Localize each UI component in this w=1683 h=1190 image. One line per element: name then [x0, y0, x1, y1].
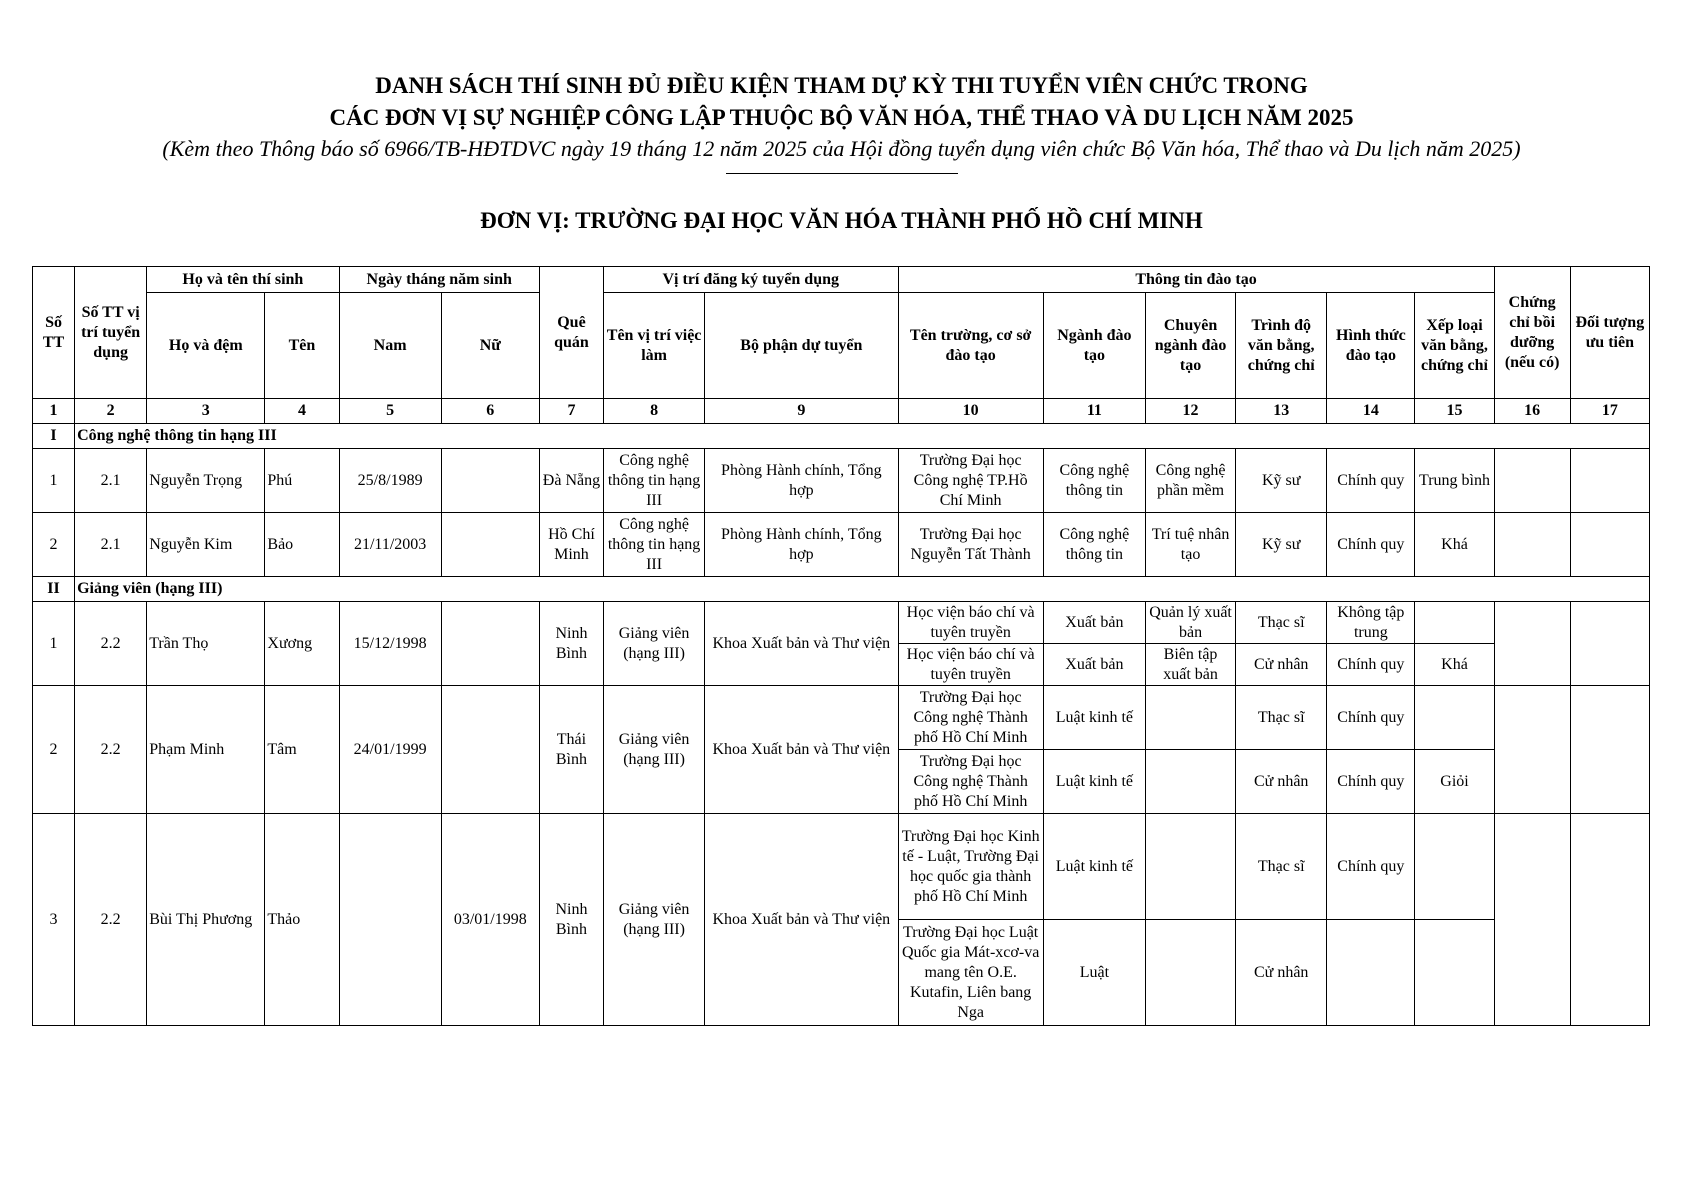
cell-ten-vitri: Giảng viên (hạng III): [604, 602, 705, 686]
section-name: Giảng viên (hạng III): [75, 577, 1650, 602]
cell-ho-dem: Nguyễn Kim: [147, 513, 265, 577]
cell-doi-tuong: [1570, 686, 1649, 814]
col-num: 7: [539, 399, 603, 424]
cell-trinh-do: Thạc sĩ: [1236, 602, 1327, 644]
cell-xep-loai: [1415, 814, 1494, 920]
table-row: [33, 602, 1650, 644]
cell-ho-dem: Trần Thọ: [147, 602, 265, 686]
cell-ten: Thảo: [265, 814, 339, 1026]
header-hoten-group: Họ và tên thí sinh: [147, 267, 339, 293]
cell-trinh-do: Kỹ sư: [1236, 513, 1327, 577]
cell-truong: Trường Đại học Kinh tế - Luật, Trường Đại học quốc gia thành phố Hồ Chí Minh: [898, 814, 1043, 920]
cell-bo-phan: Khoa Xuất bản và Thư viện: [705, 814, 898, 1026]
header-xep-loai: Xếp loại văn bằng, chứng chỉ: [1415, 293, 1494, 399]
header-trinh-do: Trình độ văn bằng, chứng chỉ: [1236, 293, 1327, 399]
header-doi-tuong: Đối tượng ưu tiên: [1570, 267, 1649, 399]
cell-nu: 03/01/1998: [441, 814, 539, 1026]
cell-ho-dem: Nguyễn Trọng: [147, 449, 265, 513]
cell-ten-vitri: Công nghệ thông tin hạng III: [604, 449, 705, 513]
cell-doi-tuong: [1570, 513, 1649, 577]
header-ten: Tên: [265, 293, 339, 399]
section-roman: II: [33, 577, 75, 602]
cell-hinh-thuc: Chính quy: [1327, 644, 1415, 686]
subtitle: (Kèm theo Thông báo số 6966/TB-HĐTDVC ngày 19 tháng 12 năm 2025 của Hội đồng tuyển dụng viên chức Bộ Văn hóa, Thể thao và Du lịch năm 2025): [162, 136, 1521, 161]
cell-bo-phan: Phòng Hành chính, Tổng hợp: [705, 513, 898, 577]
col-num: 6: [441, 399, 539, 424]
cell-vitri: 2.2: [75, 814, 147, 1026]
cell-ten-vitri: Giảng viên (hạng III): [604, 686, 705, 814]
header-nganh: Ngành đào tạo: [1043, 293, 1145, 399]
cell-bo-phan: Khoa Xuất bản và Thư viện: [705, 686, 898, 814]
cell-nam: 24/01/1999: [339, 686, 441, 814]
cell-nu: [441, 449, 539, 513]
cell-chuyen-nganh: [1145, 686, 1235, 750]
col-num: 12: [1145, 399, 1235, 424]
cell-chung-chi: [1494, 686, 1570, 814]
cell-xep-loai: Trung bình: [1415, 449, 1494, 513]
cell-nganh: Luật kinh tế: [1043, 814, 1145, 920]
cell-doi-tuong: [1570, 602, 1649, 686]
cell-truong: Trường Đại học Công nghệ Thành phố Hồ Chí Minh: [898, 686, 1043, 750]
cell-xep-loai: Khá: [1415, 644, 1494, 686]
cell-hinh-thuc: Chính quy: [1327, 449, 1415, 513]
unit-title: ĐƠN VỊ: TRƯỜNG ĐẠI HỌC VĂN HÓA THÀNH PHỐ HỒ CHÍ MINH: [480, 208, 1203, 233]
col-num: 1: [33, 399, 75, 424]
section-roman: I: [33, 424, 75, 449]
cell-xep-loai: [1415, 602, 1494, 644]
divider: [726, 173, 958, 174]
header-vitri-group: Vị trí đăng ký tuyển dụng: [604, 267, 899, 293]
section-row: [33, 577, 1650, 602]
cell-hinh-thuc: Không tập trung: [1327, 602, 1415, 644]
cell-ho-dem: Phạm Minh: [147, 686, 265, 814]
cell-stt: 3: [33, 814, 75, 1026]
cell-chuyen-nganh: Quản lý xuất bản: [1145, 602, 1235, 644]
col-num: 5: [339, 399, 441, 424]
header-stt: Số TT: [33, 267, 75, 399]
col-num: 8: [604, 399, 705, 424]
cell-xep-loai: Giỏi: [1415, 750, 1494, 814]
cell-que: Hồ Chí Minh: [539, 513, 603, 577]
col-num: 4: [265, 399, 339, 424]
header-stt-vitri: Số TT vị trí tuyển dụng: [75, 267, 147, 399]
cell-que: Ninh Bình: [539, 602, 603, 686]
cell-ten-vitri: Công nghệ thông tin hạng III: [604, 513, 705, 577]
cell-que: Thái Bình: [539, 686, 603, 814]
section-name: Công nghệ thông tin hạng III: [75, 424, 1650, 449]
cell-ho-dem: Bùi Thị Phương: [147, 814, 265, 1026]
header-ngaysinh-group: Ngày tháng năm sinh: [339, 267, 539, 293]
header-ten-truong: Tên trường, cơ sở đào tạo: [898, 293, 1043, 399]
cell-nganh: Xuất bản: [1043, 644, 1145, 686]
header-nu: Nữ: [441, 293, 539, 399]
cell-que: Ninh Bình: [539, 814, 603, 1026]
section-row: [33, 424, 1650, 449]
cell-chuyen-nganh: [1145, 920, 1235, 1026]
cell-ten: Tâm: [265, 686, 339, 814]
cell-trinh-do: Kỹ sư: [1236, 449, 1327, 513]
table-row: [33, 814, 1650, 920]
table-row: [33, 513, 1650, 577]
col-num: 9: [705, 399, 898, 424]
column-number-row: [33, 399, 1650, 424]
cell-truong: Học viện báo chí và tuyên truyền: [898, 644, 1043, 686]
cell-ten: Phú: [265, 449, 339, 513]
col-num: 17: [1570, 399, 1649, 424]
cell-xep-loai: [1415, 686, 1494, 750]
header-ho-dem: Họ và đệm: [147, 293, 265, 399]
cell-nganh: Luật kinh tế: [1043, 686, 1145, 750]
cell-hinh-thuc: Chính quy: [1327, 513, 1415, 577]
cell-xep-loai: Khá: [1415, 513, 1494, 577]
header-ten-vitri: Tên vị trí việc làm: [604, 293, 705, 399]
header-daotao-group: Thông tin đào tạo: [898, 267, 1494, 293]
cell-nganh: Xuất bản: [1043, 602, 1145, 644]
col-num: 14: [1327, 399, 1415, 424]
cell-nam: 15/12/1998: [339, 602, 441, 686]
cell-vitri: 2.2: [75, 602, 147, 686]
col-num: 13: [1236, 399, 1327, 424]
cell-chuyen-nganh: Trí tuệ nhân tạo: [1145, 513, 1235, 577]
cell-vitri: 2.1: [75, 513, 147, 577]
cell-nganh: Luật kinh tế: [1043, 750, 1145, 814]
candidate-table: [32, 266, 1650, 1026]
col-num: 3: [147, 399, 265, 424]
col-num: 10: [898, 399, 1043, 424]
cell-trinh-do: Cử nhân: [1236, 644, 1327, 686]
cell-nam: [339, 814, 441, 1026]
document-header: [0, 70, 1683, 174]
cell-truong: Trường Đại học Nguyễn Tất Thành: [898, 513, 1043, 577]
cell-trinh-do: Cử nhân: [1236, 920, 1327, 1026]
col-num: 11: [1043, 399, 1145, 424]
cell-hinh-thuc: Chính quy: [1327, 750, 1415, 814]
cell-hinh-thuc: [1327, 920, 1415, 1026]
col-num: 2: [75, 399, 147, 424]
cell-chuyen-nganh: Công nghệ phần mềm: [1145, 449, 1235, 513]
title-line-1: DANH SÁCH THÍ SINH ĐỦ ĐIỀU KIỆN THAM DỰ KỲ THI TUYỂN VIÊN CHỨC TRONG: [375, 73, 1308, 98]
header-bo-phan: Bộ phận dự tuyển: [705, 293, 898, 399]
cell-nu: [441, 602, 539, 686]
cell-truong: Trường Đại học Luật Quốc gia Mát-xcơ-va mang tên O.E. Kutafin, Liên bang Nga: [898, 920, 1043, 1026]
cell-truong: Trường Đại học Công nghệ Thành phố Hồ Chí Minh: [898, 750, 1043, 814]
cell-hinh-thuc: Chính quy: [1327, 686, 1415, 750]
cell-trinh-do: Cử nhân: [1236, 750, 1327, 814]
cell-nam: 21/11/2003: [339, 513, 441, 577]
header-hinh-thuc: Hình thức đào tạo: [1327, 293, 1415, 399]
cell-nganh: Công nghệ thông tin: [1043, 513, 1145, 577]
cell-chung-chi: [1494, 814, 1570, 1026]
cell-chung-chi: [1494, 513, 1570, 577]
cell-chung-chi: [1494, 449, 1570, 513]
cell-chung-chi: [1494, 602, 1570, 686]
table-row: [33, 449, 1650, 513]
cell-chuyen-nganh: [1145, 814, 1235, 920]
cell-chuyen-nganh: Biên tập xuất bản: [1145, 644, 1235, 686]
cell-vitri: 2.2: [75, 686, 147, 814]
cell-ten: Xương: [265, 602, 339, 686]
cell-doi-tuong: [1570, 449, 1649, 513]
cell-doi-tuong: [1570, 814, 1649, 1026]
cell-nu: [441, 513, 539, 577]
cell-truong: Học viện báo chí và tuyên truyền: [898, 602, 1043, 644]
header-chung-chi: Chứng chỉ bồi dưỡng (nếu có): [1494, 267, 1570, 399]
cell-nganh: Luật: [1043, 920, 1145, 1026]
col-num: 15: [1415, 399, 1494, 424]
cell-stt: 1: [33, 449, 75, 513]
cell-bo-phan: Phòng Hành chính, Tổng hợp: [705, 449, 898, 513]
header-nam: Nam: [339, 293, 441, 399]
table-row: [33, 686, 1650, 750]
cell-nu: [441, 686, 539, 814]
cell-bo-phan: Khoa Xuất bản và Thư viện: [705, 602, 898, 686]
cell-nganh: Công nghệ thông tin: [1043, 449, 1145, 513]
cell-vitri: 2.1: [75, 449, 147, 513]
cell-stt: 1: [33, 602, 75, 686]
cell-ten-vitri: Giảng viên (hạng III): [604, 814, 705, 1026]
cell-trinh-do: Thạc sĩ: [1236, 686, 1327, 750]
cell-stt: 2: [33, 513, 75, 577]
cell-truong: Trường Đại học Công nghệ TP.Hồ Chí Minh: [898, 449, 1043, 513]
cell-chuyen-nganh: [1145, 750, 1235, 814]
col-num: 16: [1494, 399, 1570, 424]
cell-hinh-thuc: Chính quy: [1327, 814, 1415, 920]
cell-xep-loai: [1415, 920, 1494, 1026]
cell-nam: 25/8/1989: [339, 449, 441, 513]
header-chuyen-nganh: Chuyên ngành đào tạo: [1145, 293, 1235, 399]
header-que-quan: Quê quán: [539, 267, 603, 399]
cell-trinh-do: Thạc sĩ: [1236, 814, 1327, 920]
cell-ten: Bảo: [265, 513, 339, 577]
title-line-2: CÁC ĐƠN VỊ SỰ NGHIỆP CÔNG LẬP THUỘC BỘ VĂN HÓA, THỂ THAO VÀ DU LỊCH NĂM 2025: [329, 105, 1354, 130]
cell-stt: 2: [33, 686, 75, 814]
cell-que: Đà Nẵng: [539, 449, 603, 513]
